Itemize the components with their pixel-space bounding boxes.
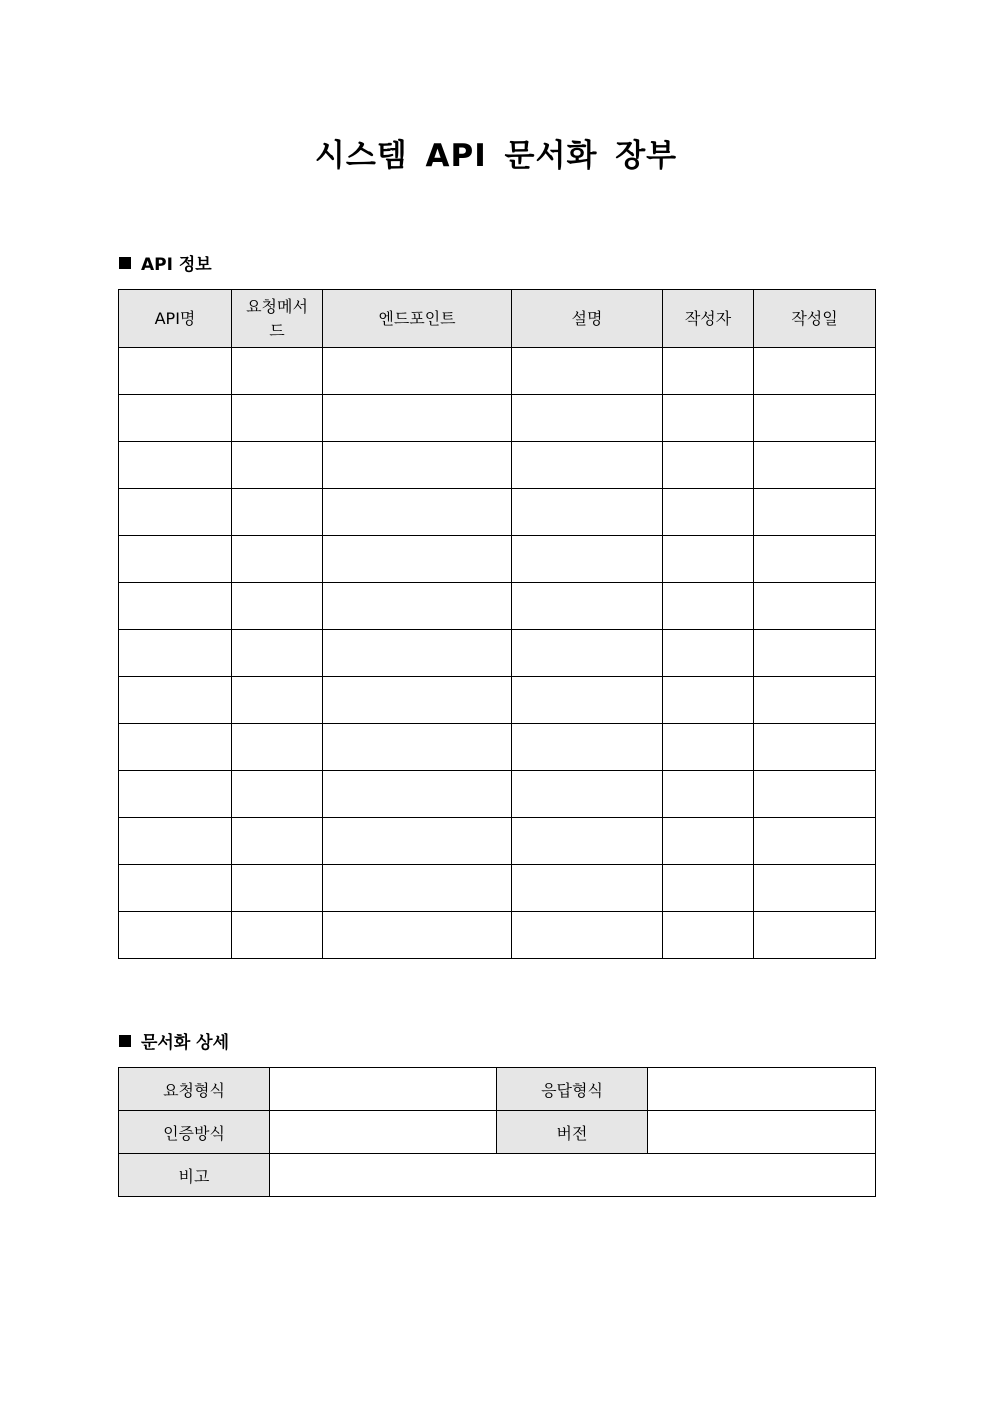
request-method-cell[interactable]: [232, 865, 323, 912]
table-row: [119, 724, 876, 771]
header-description: [512, 290, 663, 348]
auth-method-field[interactable]: [270, 1111, 497, 1154]
endpoint-cell[interactable]: [323, 489, 512, 536]
remarks-field[interactable]: [270, 1154, 876, 1197]
api-name-cell[interactable]: [119, 677, 232, 724]
api-table-body: [119, 348, 876, 959]
description-cell[interactable]: [512, 677, 663, 724]
api-name-cell[interactable]: [119, 536, 232, 583]
api-name-cell[interactable]: [119, 818, 232, 865]
request-method-cell[interactable]: [232, 818, 323, 865]
description-cell[interactable]: [512, 865, 663, 912]
request-method-cell[interactable]: [232, 536, 323, 583]
author-cell[interactable]: [663, 912, 754, 959]
table-row: [119, 677, 876, 724]
description-cell[interactable]: [512, 536, 663, 583]
api-table-header-row: [119, 290, 876, 348]
request-format-label: 요청형식: [119, 1068, 270, 1111]
description-cell[interactable]: [512, 395, 663, 442]
created-date-cell[interactable]: [754, 677, 876, 724]
table-row: [119, 348, 876, 395]
created-date-cell[interactable]: [754, 489, 876, 536]
api-info-table: [118, 289, 876, 959]
table-row: [119, 395, 876, 442]
endpoint-cell[interactable]: [323, 912, 512, 959]
header-author-label: 작성자: [684, 308, 732, 328]
created-date-cell[interactable]: [754, 724, 876, 771]
square-bullet-icon: [119, 257, 131, 269]
table-row: [119, 489, 876, 536]
author-cell[interactable]: [663, 724, 754, 771]
api-name-cell[interactable]: [119, 724, 232, 771]
api-name-cell[interactable]: [119, 395, 232, 442]
created-date-cell[interactable]: [754, 442, 876, 489]
table-row: [119, 536, 876, 583]
header-api-name: [119, 290, 232, 348]
author-cell[interactable]: [663, 489, 754, 536]
header-description-label: 설명: [571, 308, 603, 328]
detail-section-heading-text: 문서화 상세: [141, 1033, 230, 1053]
header-request-method-label-line-1: 요청메서: [246, 296, 308, 316]
header-endpoint-label: 엔드포인트: [378, 308, 456, 328]
created-date-cell[interactable]: [754, 348, 876, 395]
endpoint-cell[interactable]: [323, 536, 512, 583]
endpoint-cell[interactable]: [323, 865, 512, 912]
detail-section-heading: [119, 1031, 229, 1055]
author-cell[interactable]: [663, 818, 754, 865]
api-name-cell[interactable]: [119, 583, 232, 630]
description-cell[interactable]: [512, 724, 663, 771]
response-format-field[interactable]: [648, 1068, 876, 1111]
created-date-cell[interactable]: [754, 395, 876, 442]
response-format-label: 응답형식: [497, 1068, 648, 1111]
description-cell[interactable]: [512, 583, 663, 630]
request-method-cell[interactable]: [232, 677, 323, 724]
created-date-cell[interactable]: [754, 818, 876, 865]
author-cell[interactable]: [663, 536, 754, 583]
author-cell[interactable]: [663, 677, 754, 724]
api-name-cell[interactable]: [119, 442, 232, 489]
endpoint-cell[interactable]: [323, 583, 512, 630]
created-date-cell[interactable]: [754, 630, 876, 677]
remarks-label: 비고: [119, 1154, 270, 1197]
request-method-cell[interactable]: [232, 630, 323, 677]
api-name-cell[interactable]: [119, 912, 232, 959]
request-method-cell[interactable]: [232, 771, 323, 818]
description-cell[interactable]: [512, 442, 663, 489]
created-date-cell[interactable]: [754, 912, 876, 959]
description-cell[interactable]: [512, 489, 663, 536]
endpoint-cell[interactable]: [323, 348, 512, 395]
header-api-name-label: API명: [154, 308, 196, 328]
header-created-date-label: 작성일: [791, 308, 838, 328]
detail-row-auth-version: [119, 1111, 876, 1154]
endpoint-cell[interactable]: [323, 677, 512, 724]
version-field[interactable]: [648, 1111, 876, 1154]
table-row: [119, 630, 876, 677]
table-row: [119, 442, 876, 489]
request-format-field[interactable]: [270, 1068, 497, 1111]
endpoint-cell[interactable]: [323, 442, 512, 489]
endpoint-cell[interactable]: [323, 630, 512, 677]
request-method-cell[interactable]: [232, 489, 323, 536]
created-date-cell[interactable]: [754, 771, 876, 818]
author-cell[interactable]: [663, 771, 754, 818]
author-cell[interactable]: [663, 395, 754, 442]
header-author: [663, 290, 754, 348]
description-cell[interactable]: [512, 348, 663, 395]
api-name-cell[interactable]: [119, 489, 232, 536]
square-bullet-icon: [119, 1035, 131, 1047]
request-method-cell[interactable]: [232, 912, 323, 959]
api-name-cell[interactable]: [119, 348, 232, 395]
api-name-cell[interactable]: [119, 771, 232, 818]
version-label: 버전: [497, 1111, 648, 1154]
created-date-cell[interactable]: [754, 536, 876, 583]
created-date-cell[interactable]: [754, 865, 876, 912]
header-request-method-label-line-2: 드: [269, 320, 285, 340]
author-cell[interactable]: [663, 348, 754, 395]
table-row: [119, 912, 876, 959]
author-cell[interactable]: [663, 630, 754, 677]
table-row: [119, 818, 876, 865]
api-section-heading: [119, 253, 212, 277]
endpoint-cell[interactable]: [323, 395, 512, 442]
author-cell[interactable]: [663, 442, 754, 489]
description-cell[interactable]: [512, 912, 663, 959]
header-request-method: [232, 290, 323, 348]
created-date-cell[interactable]: [754, 583, 876, 630]
table-row: [119, 771, 876, 818]
api-name-cell[interactable]: [119, 865, 232, 912]
description-cell[interactable]: [512, 818, 663, 865]
api-section-heading-text: API 정보: [141, 255, 212, 275]
description-cell[interactable]: [512, 630, 663, 677]
request-method-cell[interactable]: [232, 395, 323, 442]
author-cell[interactable]: [663, 583, 754, 630]
request-method-cell[interactable]: [232, 442, 323, 489]
table-row: [119, 865, 876, 912]
auth-method-label: 인증방식: [119, 1111, 270, 1154]
api-name-cell[interactable]: [119, 630, 232, 677]
request-method-cell[interactable]: [232, 583, 323, 630]
endpoint-cell[interactable]: [323, 771, 512, 818]
description-cell[interactable]: [512, 771, 663, 818]
documentation-detail-table: [118, 1067, 876, 1197]
request-method-cell[interactable]: [232, 724, 323, 771]
request-method-cell[interactable]: [232, 348, 323, 395]
detail-row-formats: [119, 1068, 876, 1111]
author-cell[interactable]: [663, 865, 754, 912]
detail-row-remarks: [119, 1154, 876, 1197]
table-row: [119, 583, 876, 630]
endpoint-cell[interactable]: [323, 818, 512, 865]
endpoint-cell[interactable]: [323, 724, 512, 771]
header-created-date: [754, 290, 876, 348]
document-title: 시스템 API 문서화 장부: [314, 138, 678, 174]
header-endpoint: [323, 290, 512, 348]
